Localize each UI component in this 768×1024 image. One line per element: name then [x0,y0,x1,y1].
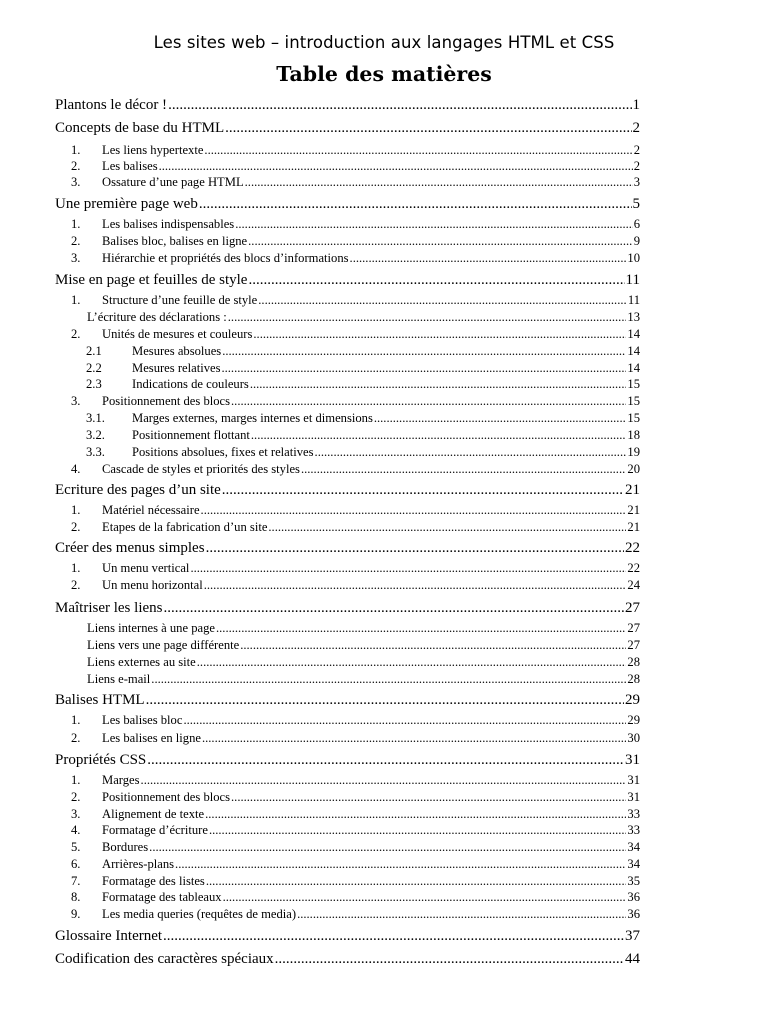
toc-entry-label: Une première page web [55,196,198,212]
toc-entry-page: 6 [633,217,640,231]
toc-entry-number: 3. [71,175,81,189]
toc-entry-number: 1. [71,143,81,157]
toc-entry[interactable] [87,621,640,637]
toc-entry-label: Alignement de texte [102,807,205,821]
toc-entry-number: 2. [71,327,81,341]
toc-entry-label: Positionnement des blocs [102,790,231,804]
toc-dot-leader [197,655,627,670]
toc-entry[interactable] [71,773,640,789]
toc-entry-page: 44 [625,951,640,967]
toc-entry-label: Liens e-mail [87,672,151,686]
toc-entry[interactable] [71,840,640,856]
toc-entry-page: 27 [627,638,640,652]
toc-entry-label: Positionnement des blocs [102,394,231,408]
toc-dot-leader [301,462,626,477]
toc-entry-page: 9 [633,234,640,248]
toc-entry-label: Cascade de styles et priorités des styles [102,462,300,476]
toc-dot-leader [206,874,627,889]
toc-dot-leader [206,540,624,557]
toc-entry-label: Bordures [102,840,149,854]
toc-entry-number: 4. [71,823,81,837]
toc-entry-label: Etapes de la fabrication d’un site [102,520,268,534]
toc-entry[interactable] [86,445,640,461]
toc-dot-leader [201,503,627,518]
toc-entry-page: 31 [627,773,640,787]
toc-dot-leader [151,672,626,687]
toc-entry[interactable] [55,600,640,619]
toc-dot-leader [248,272,624,289]
toc-entry-label: Balises HTML [55,692,145,708]
toc-entry-page: 34 [627,840,640,854]
toc-dot-leader [245,175,633,190]
toc-entry[interactable] [71,251,640,267]
toc-entry-page: 14 [627,327,640,341]
toc-entry-number: 2. [71,234,81,248]
toc-dot-leader [163,928,624,945]
toc-entry-page: 20 [627,462,640,476]
toc-entry-label: Ecriture des pages d’un site [55,482,221,498]
toc-entry-number: 1. [71,561,81,575]
toc-dot-leader [350,251,627,266]
toc-entry-label: Marges externes, marges internes et dimensions [132,411,373,425]
toc-dot-leader [221,361,626,376]
toc-dot-leader [222,482,624,499]
toc-entry-number: 3.3. [86,445,105,459]
toc-entry-label: Balises bloc, balises en ligne [102,234,248,248]
toc-entry-label: Positionnement flottant [132,428,250,442]
toc-dot-leader [168,97,631,114]
toc-entry-page: 34 [627,857,640,871]
toc-entry-page: 3 [633,175,640,189]
toc-entry-number: 7. [71,874,81,888]
toc-dot-leader [175,857,626,872]
toc-entry-page: 13 [627,310,640,324]
toc-entry[interactable] [71,857,640,873]
toc-entry-page: 22 [625,540,640,556]
toc-entry-label: Arrières-plans [102,857,175,871]
toc-entry-number: 3. [71,251,81,265]
toc-dot-leader [235,217,632,232]
toc-entry-label: Marges [102,773,140,787]
toc-dot-leader [141,773,627,788]
toc-dot-leader [146,692,624,709]
toc-entry-page: 19 [627,445,640,459]
toc-entry[interactable] [55,928,640,947]
toc-entry[interactable] [71,907,640,923]
toc-entry-label: Liens internes à une page [87,621,215,635]
toc-entry[interactable] [71,713,640,729]
toc-entry-page: 36 [627,907,640,921]
toc-dot-leader [202,731,626,746]
toc-entry-page: 29 [627,713,640,727]
toc-entry[interactable] [86,428,640,444]
toc-dot-leader [204,578,627,593]
toc-entry[interactable] [55,120,640,139]
toc-dot-leader [268,520,626,535]
toc-entry-label: Les media queries (requêtes de media) [102,907,297,921]
toc-dot-leader [250,377,627,392]
toc-entry[interactable] [55,540,640,559]
toc-entry-number: 6. [71,857,81,871]
toc-entry-number: 2.1 [86,344,102,358]
toc-entry-number: 1. [71,713,81,727]
toc-dot-leader [228,310,627,325]
toc-entry[interactable] [71,462,640,478]
toc-entry-number: 2. [71,578,81,592]
toc-entry-number: 1. [71,217,81,231]
toc-entry-label: Formatage d’écriture [102,823,208,837]
toc-entry[interactable] [71,394,640,410]
toc-entry-page: 36 [627,890,640,904]
toc-entry-page: 35 [627,874,640,888]
toc-entry-page: 5 [632,196,640,212]
toc-dot-leader [209,823,626,838]
toc-dot-leader [163,600,624,617]
page-header: Les sites web – introduction aux langages HTML et CSS [153,33,615,52]
toc-entry-label: Formatage des listes [102,874,205,888]
toc-dot-leader [216,621,626,636]
toc-entry-label: Les balises bloc [102,713,183,727]
toc-entry-label: Unités de mesures et couleurs [102,327,253,341]
toc-entry[interactable] [86,361,640,377]
toc-entry-page: 2 [633,159,640,173]
toc-dot-leader [205,807,626,822]
toc-entry[interactable] [71,890,640,906]
toc-dot-leader [240,638,626,653]
toc-entry-label: Plantons le décor ! [55,97,168,113]
toc-dot-leader [251,428,627,443]
toc-dot-leader [190,561,626,576]
toc-dot-leader [159,159,633,174]
toc-entry-page: 15 [627,377,640,391]
toc-entry-number: 2. [71,731,81,745]
toc-entry-label: Les balises [102,159,158,173]
toc-entry-page: 21 [625,482,640,498]
toc-entry-label: Structure d’une feuille de style [102,293,258,307]
toc-entry-label: Codification des caractères spéciaux [55,951,274,967]
toc-entry[interactable] [55,97,640,116]
toc-entry-label: L’écriture des déclarations : [87,310,227,324]
toc-entry-number: 4. [71,462,81,476]
toc-entry-number: 2.3 [86,377,102,391]
toc-entry-page: 28 [627,655,640,669]
toc-entry-page: 29 [625,692,640,708]
toc-entry-page: 21 [627,503,640,517]
toc-entry-number: 3.2. [86,428,105,442]
toc-entry-page: 11 [625,272,640,288]
toc-entry-page: 28 [627,672,640,686]
toc-entry-page: 11 [627,293,640,307]
toc-entry-page: 14 [627,344,640,358]
toc-entry-number: 3.1. [86,411,105,425]
toc-entry-page: 18 [627,428,640,442]
toc-entry[interactable] [71,807,640,823]
toc-dot-leader [253,327,626,342]
toc-entry[interactable] [71,175,640,191]
toc-entry[interactable] [55,272,640,291]
toc-entry-page: 33 [627,823,640,837]
toc-entry[interactable] [87,672,640,688]
toc-entry-number: 8. [71,890,81,904]
toc-entry[interactable] [71,790,640,806]
toc-entry-page: 31 [625,752,640,768]
toc-dot-leader [258,293,627,308]
toc-entry-label: Mesures absolues [132,344,222,358]
toc-entry-label: Maîtriser les liens [55,600,163,616]
toc-entry-page: 10 [627,251,640,265]
toc-entry[interactable] [71,159,640,175]
toc-entry[interactable] [55,196,640,215]
toc-entry-page: 31 [627,790,640,804]
toc-entry-page: 27 [627,621,640,635]
toc-dot-leader [183,713,626,728]
toc-entry[interactable] [71,731,640,747]
toc-entry[interactable] [55,482,640,501]
toc-entry[interactable] [87,655,640,671]
toc-entry[interactable] [71,217,640,233]
toc-dot-leader [231,790,626,805]
toc-entry-page: 14 [627,361,640,375]
toc-entry-number: 2.2 [86,361,102,375]
toc-entry-number: 2. [71,520,81,534]
toc-entry-label: Indications de couleurs [132,377,249,391]
toc-entry-number: 1. [71,773,81,787]
toc-entry-label: Mesures relatives [132,361,221,375]
toc-entry[interactable] [55,752,640,771]
toc-entry-page: 15 [627,411,640,425]
toc-entry-number: 3. [71,394,81,408]
toc-entry[interactable] [86,344,640,360]
toc-entry-number: 9. [71,907,81,921]
toc-entry-label: Concepts de base du HTML [55,120,225,136]
page-title: Table des matières [276,62,492,86]
toc-entry-page: 27 [625,600,640,616]
toc-entry-label: Les balises en ligne [102,731,201,745]
toc-entry-label: Un menu vertical [102,561,190,575]
toc-entry[interactable] [87,310,640,326]
toc-entry-label: Glossaire Internet [55,928,163,944]
toc-entry[interactable] [71,874,640,890]
toc-entry-number: 3. [71,807,81,821]
toc-entry[interactable] [71,234,640,250]
toc-entry[interactable] [55,951,640,970]
toc-entry-label: Un menu horizontal [102,578,203,592]
toc-entry-page: 21 [627,520,640,534]
toc-dot-leader [248,234,633,249]
toc-entry[interactable] [87,638,640,654]
toc-entry-number: 5. [71,840,81,854]
toc-entry[interactable] [71,561,640,577]
toc-entry[interactable] [71,503,640,519]
toc-entry-label: Matériel nécessaire [102,503,200,517]
toc-dot-leader [315,445,627,460]
toc-dot-leader [204,143,632,158]
toc-entry[interactable] [71,520,640,536]
toc-entry-page: 22 [627,561,640,575]
toc-entry-label: Les balises indispensables [102,217,235,231]
toc-entry-number: 1. [71,503,81,517]
toc-entry-number: 2. [71,159,81,173]
toc-dot-leader [374,411,627,426]
toc-dot-leader [225,120,631,137]
toc-entry[interactable] [86,377,640,393]
toc-entry-label: Les liens hypertexte [102,143,204,157]
toc-dot-leader [147,752,624,769]
toc-entry-label: Positions absolues, fixes et relatives [132,445,314,459]
toc-entry-label: Liens externes au site [87,655,196,669]
toc-dot-leader [199,196,632,213]
toc-entry-number: 2. [71,790,81,804]
toc-entry[interactable] [86,411,640,427]
toc-dot-leader [275,951,624,968]
toc-entry-label: Hiérarchie et propriétés des blocs d’informations [102,251,349,265]
toc-dot-leader [223,890,627,905]
toc-entry-page: 1 [632,97,640,113]
toc-entry[interactable] [71,823,640,839]
toc-entry[interactable] [71,143,640,159]
toc-entry-label: Mise en page et feuilles de style [55,272,248,288]
toc-dot-leader [149,840,626,855]
toc-entry-page: 2 [632,120,640,136]
toc-entry-number: 1. [71,293,81,307]
toc-entry-page: 30 [627,731,640,745]
toc-entry-label: Propriétés CSS [55,752,147,768]
toc-entry-label: Créer des menus simples [55,540,205,556]
toc-dot-leader [297,907,626,922]
toc-entry-label: Ossature d’une page HTML [102,175,244,189]
toc-entry-page: 15 [627,394,640,408]
toc-entry-page: 37 [625,928,640,944]
toc-entry-page: 33 [627,807,640,821]
toc-dot-leader [222,344,626,359]
toc-entry-page: 24 [627,578,640,592]
toc-entry[interactable] [71,327,640,343]
toc-entry[interactable] [55,692,640,711]
toc-entry[interactable] [71,293,640,309]
toc-dot-leader [231,394,626,409]
toc-entry-page: 2 [633,143,640,157]
toc-entry[interactable] [71,578,640,594]
toc-entry-label: Formatage des tableaux [102,890,222,904]
toc-entry-label: Liens vers une page différente [87,638,240,652]
